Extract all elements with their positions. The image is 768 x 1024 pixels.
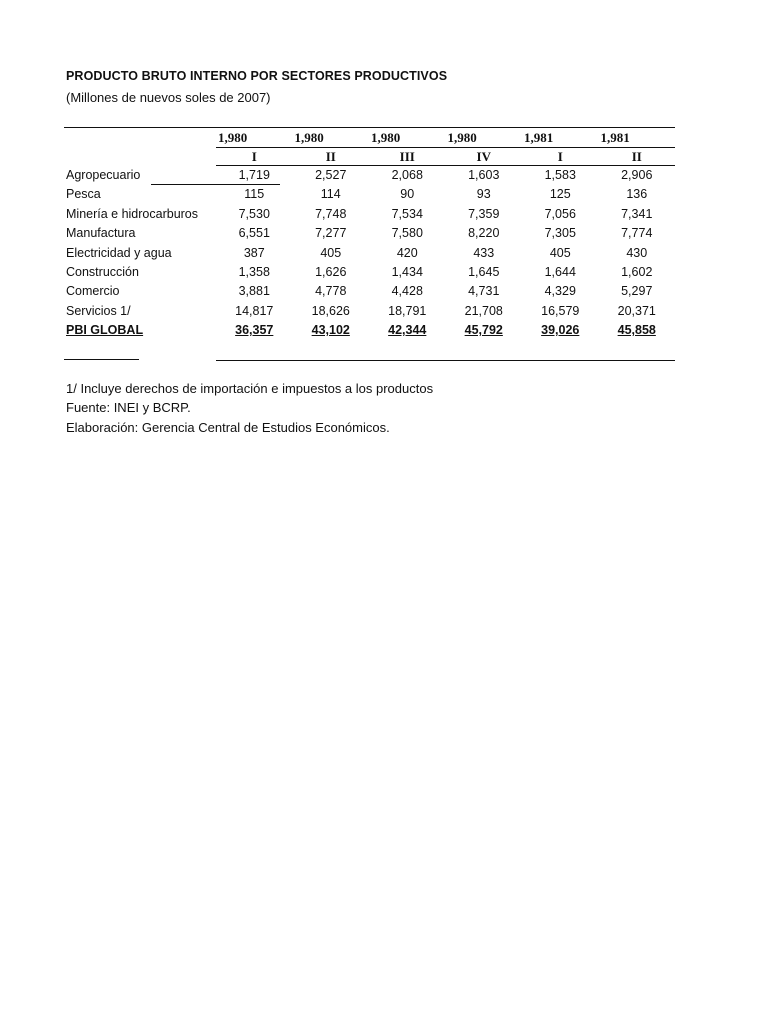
table-cell: 7,530 (238, 206, 270, 221)
row-label: Electricidad y agua (66, 245, 172, 260)
table-cell: 1,434 (391, 265, 423, 280)
table-cell: 2,068 (369, 166, 446, 186)
header-corner (64, 128, 216, 148)
table-cell: 115 (244, 187, 265, 202)
table-cell: 433 (473, 245, 495, 260)
year-header: 1,980 (293, 128, 370, 148)
quarter-header: III (369, 148, 446, 166)
table-cell: 405 (549, 245, 571, 260)
table-cell: 1,603 (446, 166, 523, 186)
total-cell: 43,102 (311, 323, 350, 338)
table-cell: 7,359 (468, 206, 500, 221)
row-label: Manufactura (66, 226, 136, 241)
table-cell: 7,748 (315, 206, 347, 221)
table-cell: 5,297 (621, 284, 653, 299)
elaboration-note: Elaboración: Gerencia Central de Estudios Económicos. (66, 419, 390, 435)
table-row (64, 263, 675, 282)
document-subtitle: (Millones de nuevos soles de 2007) (66, 90, 271, 105)
table-cell: 7,277 (315, 226, 347, 241)
spacer-cell (369, 341, 446, 361)
total-cell: 45,792 (464, 323, 503, 338)
spacer-cell (216, 341, 293, 361)
table-cell: 4,329 (544, 284, 576, 299)
year-header: 1,981 (599, 128, 676, 148)
table-cell: 1,583 (522, 166, 599, 186)
table-row (64, 282, 675, 301)
table-cell: 7,341 (621, 206, 653, 221)
table-cell: 387 (243, 245, 265, 260)
table-cell: 7,305 (544, 226, 576, 241)
table-cell: 6,551 (238, 226, 270, 241)
year-header: 1,980 (369, 128, 446, 148)
table-cell: 16,579 (541, 303, 580, 318)
table-cell: 420 (396, 245, 418, 260)
source-note: Fuente: INEI y BCRP. (66, 400, 191, 416)
row-label: Servicios 1/ (66, 303, 131, 318)
short-rule (64, 359, 139, 360)
spacer-cell (522, 341, 599, 361)
table-row (64, 205, 675, 224)
table-row (64, 166, 675, 186)
table-cell: 7,774 (621, 226, 653, 241)
table-cell: 8,220 (468, 226, 500, 241)
quarter-header: II (293, 148, 370, 166)
year-header-row (64, 128, 675, 148)
total-row (64, 321, 675, 340)
table-cell: 3,881 (238, 284, 270, 299)
total-cell: 39,026 (541, 323, 580, 338)
footnotes (66, 379, 433, 437)
table-cell: 2,527 (293, 166, 370, 186)
table-cell: 90 (400, 187, 415, 202)
table-cell: 18,791 (388, 303, 427, 318)
table-cell: 430 (626, 245, 648, 260)
quarter-header: I (216, 148, 293, 166)
table-cell: 1,626 (315, 265, 347, 280)
table-cell: 1,602 (621, 265, 653, 280)
row-label: Pesca (66, 187, 101, 202)
table-cell: 405 (320, 245, 342, 260)
total-cell: 36,357 (235, 323, 274, 338)
table-cell: 125 (549, 187, 571, 202)
header-corner (64, 148, 216, 166)
quarter-header: IV (446, 148, 523, 166)
row-label: Comercio (66, 284, 120, 299)
spacer-cell (446, 341, 523, 361)
row-label: Construcción (66, 265, 139, 280)
table-cell: 4,778 (315, 284, 347, 299)
table-bottom-rule (64, 341, 675, 361)
spacer-cell (293, 341, 370, 361)
table-cell: 4,428 (391, 284, 423, 299)
table-cell: 7,534 (391, 206, 423, 221)
quarter-header-row (64, 148, 675, 166)
row-label-text: Agropecuario (66, 167, 141, 182)
total-label: PBI GLOBAL (66, 323, 144, 338)
year-header: 1,980 (446, 128, 523, 148)
table-row (64, 244, 675, 263)
pbi-table (64, 127, 675, 361)
table-cell: 14,817 (235, 303, 274, 318)
footnote: 1/ Incluye derechos de importación e impuestos a los productos (66, 381, 434, 396)
table-cell: 1,358 (238, 265, 270, 280)
document-title: PRODUCTO BRUTO INTERNO POR SECTORES PRODUCTIVOS (66, 69, 448, 83)
total-cell: 45,858 (617, 323, 656, 338)
table-cell: 20,371 (617, 303, 656, 318)
year-header: 1,980 (216, 128, 293, 148)
table-cell: 1,719 (216, 166, 293, 186)
year-header: 1,981 (522, 128, 599, 148)
table-cell: 136 (626, 187, 648, 202)
table-cell: 1,644 (544, 265, 576, 280)
table-cell: 4,731 (468, 284, 500, 299)
table-cell: 7,580 (391, 226, 423, 241)
table-row (64, 224, 675, 243)
table-cell: 18,626 (311, 303, 350, 318)
quarter-header: II (599, 148, 676, 166)
table-cell: 114 (320, 187, 341, 202)
table-row (64, 185, 675, 204)
quarter-header: I (522, 148, 599, 166)
row-label: Minería e hidrocarburos (66, 206, 199, 221)
table-cell: 93 (476, 187, 491, 202)
spacer-cell (64, 341, 216, 361)
table-cell: 7,056 (544, 206, 576, 221)
table-row (64, 302, 675, 321)
total-cell: 42,344 (388, 323, 427, 338)
table-cell: 2,906 (599, 166, 676, 186)
table-cell: 21,708 (464, 303, 503, 318)
table-cell: 1,645 (468, 265, 500, 280)
row-label (64, 166, 216, 186)
spacer-cell (599, 341, 676, 361)
